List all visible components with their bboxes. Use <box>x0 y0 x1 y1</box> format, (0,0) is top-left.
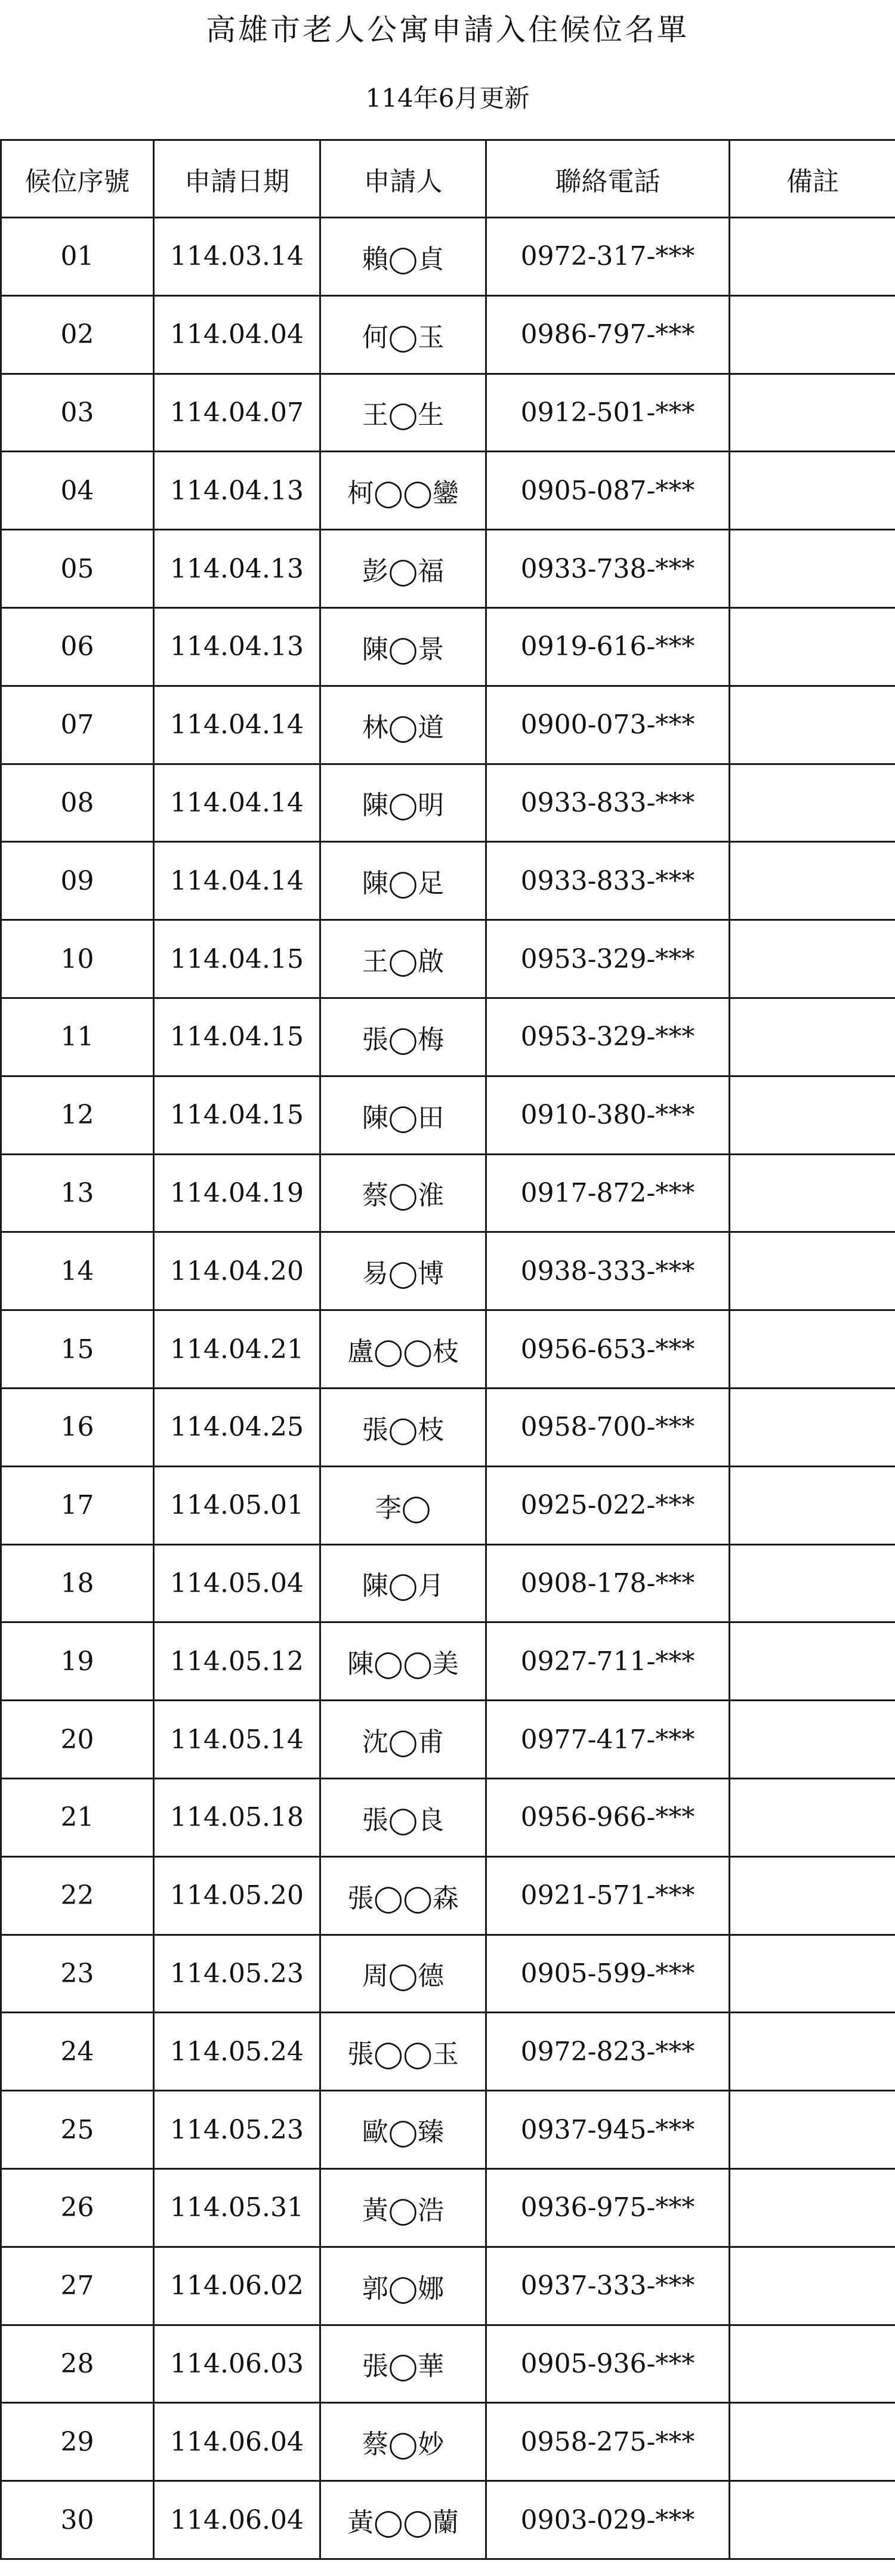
remarks-cell <box>730 1856 895 1935</box>
table-row <box>1 1154 895 1232</box>
table-row <box>1 2013 895 2091</box>
phone-cell: 0977-417-*** <box>486 1701 730 1779</box>
applicant-cell: 郭◯娜 <box>320 2247 486 2325</box>
table-row <box>1 1701 895 1779</box>
phone-cell: 0958-275-*** <box>486 2403 730 2481</box>
application-date-cell: 114.04.15 <box>154 1076 320 1154</box>
table-row <box>1 2247 895 2325</box>
queue-number-cell: 20 <box>1 1701 154 1779</box>
applicant-cell: 王◯啟 <box>320 920 486 998</box>
remarks-cell <box>730 842 895 920</box>
queue-number-cell: 16 <box>1 1388 154 1466</box>
phone-cell: 0953-329-*** <box>486 998 730 1076</box>
application-date-cell: 114.04.13 <box>154 452 320 530</box>
table-row <box>1 764 895 842</box>
application-date-cell: 114.06.02 <box>154 2247 320 2325</box>
queue-number-cell: 01 <box>1 218 154 296</box>
applicant-cell: 柯◯◯鑾 <box>320 452 486 530</box>
phone-cell: 0921-571-*** <box>486 1856 730 1935</box>
header-application-date: 申請日期 <box>154 140 320 218</box>
application-date-cell: 114.06.04 <box>154 2481 320 2559</box>
remarks-cell <box>730 1544 895 1622</box>
remarks-cell <box>730 2325 895 2403</box>
applicant-cell: 蔡◯妙 <box>320 2403 486 2481</box>
applicant-cell: 陳◯◯美 <box>320 1622 486 1701</box>
remarks-cell <box>730 2013 895 2091</box>
table-row <box>1 607 895 686</box>
application-date-cell: 114.05.20 <box>154 1856 320 1935</box>
applicant-cell: 黃◯◯蘭 <box>320 2481 486 2559</box>
remarks-cell <box>730 998 895 1076</box>
phone-cell: 0986-797-*** <box>486 295 730 374</box>
phone-cell: 0905-936-*** <box>486 2325 730 2403</box>
applicant-cell: 陳◯景 <box>320 607 486 686</box>
table-row <box>1 920 895 998</box>
application-date-cell: 114.05.31 <box>154 2168 320 2247</box>
application-date-cell: 114.04.20 <box>154 1232 320 1310</box>
phone-cell: 0937-333-*** <box>486 2247 730 2325</box>
applicant-cell: 黃◯浩 <box>320 2168 486 2247</box>
header-queue-number: 候位序號 <box>1 140 154 218</box>
phone-cell: 0953-329-*** <box>486 920 730 998</box>
table-row <box>1 1310 895 1389</box>
queue-number-cell: 29 <box>1 2403 154 2481</box>
applicant-cell: 李◯ <box>320 1466 486 1544</box>
table-row <box>1 686 895 764</box>
table-row <box>1 1778 895 1856</box>
table-row <box>1 2403 895 2481</box>
queue-number-cell: 27 <box>1 2247 154 2325</box>
queue-number-cell: 07 <box>1 686 154 764</box>
application-date-cell: 114.04.14 <box>154 842 320 920</box>
queue-number-cell: 21 <box>1 1778 154 1856</box>
table-row <box>1 1232 895 1310</box>
application-date-cell: 114.06.03 <box>154 2325 320 2403</box>
applicant-cell: 張◯◯森 <box>320 1856 486 1935</box>
remarks-cell <box>730 686 895 764</box>
queue-number-cell: 02 <box>1 295 154 374</box>
table-row <box>1 1466 895 1544</box>
phone-cell: 0933-833-*** <box>486 764 730 842</box>
phone-cell: 0912-501-*** <box>486 374 730 452</box>
remarks-cell <box>730 2091 895 2169</box>
table-row <box>1 2091 895 2169</box>
remarks-cell <box>730 764 895 842</box>
queue-number-cell: 12 <box>1 1076 154 1154</box>
application-date-cell: 114.05.23 <box>154 2091 320 2169</box>
table-row <box>1 1856 895 1935</box>
page-subtitle: 114年6月更新 <box>365 84 530 113</box>
applicant-cell: 蔡◯淮 <box>320 1154 486 1232</box>
application-date-cell: 114.04.07 <box>154 374 320 452</box>
applicant-cell: 陳◯明 <box>320 764 486 842</box>
table-row <box>1 218 895 296</box>
remarks-cell <box>730 2403 895 2481</box>
queue-number-cell: 30 <box>1 2481 154 2559</box>
table-row <box>1 842 895 920</box>
phone-cell: 0903-029-*** <box>486 2481 730 2559</box>
phone-cell: 0972-823-*** <box>486 2013 730 2091</box>
application-date-cell: 114.05.23 <box>154 1935 320 2013</box>
queue-number-cell: 14 <box>1 1232 154 1310</box>
remarks-cell <box>730 1076 895 1154</box>
table-header-row <box>1 140 895 218</box>
phone-cell: 0900-073-*** <box>486 686 730 764</box>
phone-cell: 0956-653-*** <box>486 1310 730 1389</box>
phone-cell: 0972-317-*** <box>486 218 730 296</box>
queue-number-cell: 10 <box>1 920 154 998</box>
remarks-cell <box>730 1310 895 1389</box>
remarks-cell <box>730 607 895 686</box>
queue-number-cell: 19 <box>1 1622 154 1701</box>
applicant-cell: 賴◯貞 <box>320 218 486 296</box>
remarks-cell <box>730 1935 895 2013</box>
remarks-cell <box>730 1154 895 1232</box>
applicant-cell: 周◯德 <box>320 1935 486 2013</box>
remarks-cell <box>730 920 895 998</box>
table-row <box>1 1076 895 1154</box>
phone-cell: 0936-975-*** <box>486 2168 730 2247</box>
application-date-cell: 114.05.12 <box>154 1622 320 1701</box>
application-date-cell: 114.04.14 <box>154 686 320 764</box>
remarks-cell <box>730 2481 895 2559</box>
application-date-cell: 114.04.19 <box>154 1154 320 1232</box>
queue-number-cell: 03 <box>1 374 154 452</box>
application-date-cell: 114.04.13 <box>154 530 320 608</box>
remarks-cell <box>730 2247 895 2325</box>
application-date-cell: 114.04.15 <box>154 920 320 998</box>
table-row <box>1 2168 895 2247</box>
queue-number-cell: 15 <box>1 1310 154 1389</box>
remarks-cell <box>730 452 895 530</box>
applicant-cell: 王◯生 <box>320 374 486 452</box>
table-row <box>1 1935 895 2013</box>
queue-number-cell: 06 <box>1 607 154 686</box>
table-row <box>1 1388 895 1466</box>
remarks-cell <box>730 530 895 608</box>
application-date-cell: 114.04.25 <box>154 1388 320 1466</box>
table-row <box>1 295 895 374</box>
queue-number-cell: 04 <box>1 452 154 530</box>
remarks-cell <box>730 1388 895 1466</box>
application-date-cell: 114.05.18 <box>154 1778 320 1856</box>
phone-cell: 0937-945-*** <box>486 2091 730 2169</box>
application-date-cell: 114.05.01 <box>154 1466 320 1544</box>
applicant-cell: 易◯博 <box>320 1232 486 1310</box>
queue-number-cell: 13 <box>1 1154 154 1232</box>
phone-cell: 0905-087-*** <box>486 452 730 530</box>
remarks-cell <box>730 1232 895 1310</box>
applicant-cell: 盧◯◯枝 <box>320 1310 486 1389</box>
header-remarks: 備註 <box>730 140 895 218</box>
phone-cell: 0958-700-*** <box>486 1388 730 1466</box>
remarks-cell <box>730 1622 895 1701</box>
queue-number-cell: 22 <box>1 1856 154 1935</box>
application-date-cell: 114.05.14 <box>154 1701 320 1779</box>
queue-number-cell: 09 <box>1 842 154 920</box>
table-row <box>1 1622 895 1701</box>
phone-cell: 0908-178-*** <box>486 1544 730 1622</box>
phone-cell: 0919-616-*** <box>486 607 730 686</box>
applicant-cell: 陳◯足 <box>320 842 486 920</box>
phone-cell: 0917-872-*** <box>486 1154 730 1232</box>
application-date-cell: 114.04.14 <box>154 764 320 842</box>
applicant-cell: 張◯◯玉 <box>320 2013 486 2091</box>
table-row <box>1 1544 895 1622</box>
application-date-cell: 114.05.24 <box>154 2013 320 2091</box>
applicant-cell: 林◯道 <box>320 686 486 764</box>
application-date-cell: 114.04.15 <box>154 998 320 1076</box>
table-row <box>1 998 895 1076</box>
queue-number-cell: 23 <box>1 1935 154 2013</box>
page-title: 高雄市老人公寓申請入住候位名單 <box>206 13 689 47</box>
queue-number-cell: 26 <box>1 2168 154 2247</box>
phone-cell: 0905-599-*** <box>486 1935 730 2013</box>
remarks-cell <box>730 295 895 374</box>
phone-cell: 0927-711-*** <box>486 1622 730 1701</box>
table-body <box>1 218 895 2559</box>
queue-number-cell: 18 <box>1 1544 154 1622</box>
applicant-cell: 彭◯福 <box>320 530 486 608</box>
remarks-cell <box>730 374 895 452</box>
queue-number-cell: 08 <box>1 764 154 842</box>
applicant-cell: 何◯玉 <box>320 295 486 374</box>
queue-number-cell: 11 <box>1 998 154 1076</box>
waitlist-table <box>0 139 895 2560</box>
application-date-cell: 114.04.21 <box>154 1310 320 1389</box>
remarks-cell <box>730 1701 895 1779</box>
queue-number-cell: 25 <box>1 2091 154 2169</box>
applicant-cell: 張◯枝 <box>320 1388 486 1466</box>
application-date-cell: 114.03.14 <box>154 218 320 296</box>
applicant-cell: 陳◯田 <box>320 1076 486 1154</box>
header-applicant: 申請人 <box>320 140 486 218</box>
application-date-cell: 114.04.13 <box>154 607 320 686</box>
header-phone: 聯絡電話 <box>486 140 730 218</box>
remarks-cell <box>730 218 895 296</box>
applicant-cell: 張◯良 <box>320 1778 486 1856</box>
table-row <box>1 452 895 530</box>
phone-cell: 0933-833-*** <box>486 842 730 920</box>
queue-number-cell: 28 <box>1 2325 154 2403</box>
phone-cell: 0938-333-*** <box>486 1232 730 1310</box>
applicant-cell: 陳◯月 <box>320 1544 486 1622</box>
phone-cell: 0925-022-*** <box>486 1466 730 1544</box>
applicant-cell: 歐◯臻 <box>320 2091 486 2169</box>
remarks-cell <box>730 1778 895 1856</box>
remarks-cell <box>730 2168 895 2247</box>
table-row <box>1 374 895 452</box>
queue-number-cell: 17 <box>1 1466 154 1544</box>
applicant-cell: 張◯華 <box>320 2325 486 2403</box>
table-row <box>1 2325 895 2403</box>
table-row <box>1 530 895 608</box>
applicant-cell: 沈◯甫 <box>320 1701 486 1779</box>
table-row <box>1 2481 895 2559</box>
remarks-cell <box>730 1466 895 1544</box>
application-date-cell: 114.04.04 <box>154 295 320 374</box>
phone-cell: 0910-380-*** <box>486 1076 730 1154</box>
queue-number-cell: 24 <box>1 2013 154 2091</box>
phone-cell: 0956-966-*** <box>486 1778 730 1856</box>
applicant-cell: 張◯梅 <box>320 998 486 1076</box>
queue-number-cell: 05 <box>1 530 154 608</box>
application-date-cell: 114.05.04 <box>154 1544 320 1622</box>
application-date-cell: 114.06.04 <box>154 2403 320 2481</box>
phone-cell: 0933-738-*** <box>486 530 730 608</box>
